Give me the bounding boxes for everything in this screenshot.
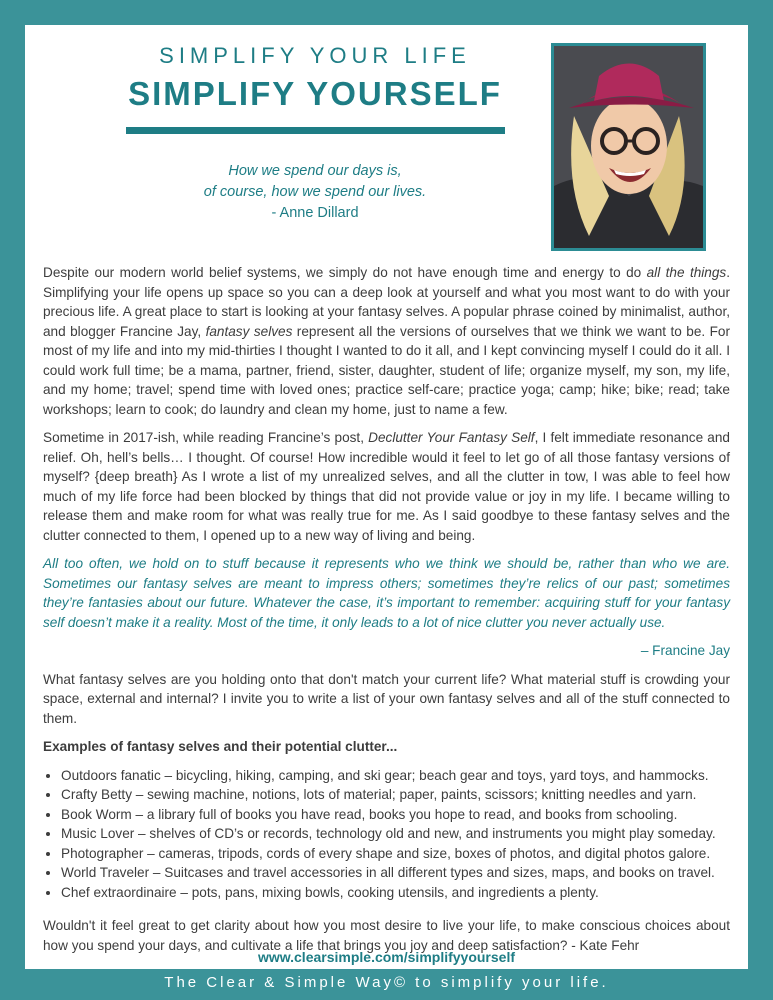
paragraph-3: What fantasy selves are you holding onto that don't match your current life? What material stuff is crowding your space, external and internal? I invite you to write a list of your own fantasy selves and all of the stuff connected to them. [43, 671, 730, 726]
epigraph [125, 161, 505, 224]
list-item: • Outdoors fanatic – bicycling, hiking, camping, and ski gear; beach gear and toys, yard toys, and hammocks. [61, 766, 730, 786]
page-kicker: SIMPLIFY YOUR LIFE [159, 43, 471, 68]
paragraph-2 [43, 428, 730, 545]
list-item: • Chef extraordinaire – pots, pans, mixing bowls, cooking utensils, and ingredients a plenty. [61, 883, 730, 903]
list-item: • Book Worm – a library full of books you have read, books you hope to read, and books from schooling. [61, 805, 730, 825]
article-body [43, 263, 730, 964]
page-title: SIMPLIFY YOURSELF [128, 75, 502, 112]
paragraph-1-text-c: represent all the versions of ourselves that we think we want to be. For most of my life and into my mid-thirties I thought I wanted to do it all, and I kept convincing myself I could do it all. I could work full time; be a mama, partner, friend, sister, daughter, student of life; organize myself, my son, my life, and my home; travel; spend time with loved ones; practice self-care; practice yoga; camp; hike; bike; read; take workshops; learn to cook; do laundry and clean my home, just to name a few. [43, 323, 730, 417]
block-quote-attribution: – Francine Jay [640, 643, 730, 658]
portrait-photo [551, 43, 706, 251]
list-item: • Music Lover – shelves of CD’s or records, technology old and new, and instruments you might play someday. [61, 824, 730, 844]
paragraph-2-text-a: Sometime in 2017-ish, while reading Francine’s post, [43, 430, 369, 445]
list-item: • Photographer – cameras, tripods, cords of every shape and size, boxes of photos, and digital photos galore. [61, 844, 730, 864]
examples-list [43, 766, 730, 903]
block-quote: All too often, we hold on to stuff because it represents who we think we should be, rather than who we are. Sometimes our fantasy selves are meant to impress others; sometimes they’re relics of our past; sometimes they’re fantasies about our future. Whatever the case, it’s important to remember: acquiring stuff for your fantasy self doesn’t make it a reality. Most of the time, it only leads to a lot of nice clutter you never actually use. [43, 556, 730, 630]
paragraph-1-emphasis-1: all the things [646, 265, 727, 280]
website-link[interactable]: www.clearsimple.com/simplifyyourself [257, 949, 516, 965]
paragraph-1-text-b: . Simplifying your life opens up space so you can a deep look at yourself and what you most want to do with your precious life. A great place to start is looking at your fantasy selves. A popular phrase coined by minimalist, author, and blogger Francine Jay, [43, 265, 731, 339]
paragraph-2-emphasis: Declutter Your Fantasy Self [368, 430, 535, 445]
epigraph-author: - Anne Dillard [271, 205, 359, 221]
paragraph-1-emphasis-2: fantasy selves [205, 323, 293, 339]
footer-tagline: The Clear & Simple Way© to simplify your life. [164, 974, 609, 991]
list-item: • Crafty Betty – sewing machine, notions, lots of material; paper, paints, scissors; knitting needles and yarn. [61, 785, 730, 805]
epigraph-line-1: How we spend our days is, [228, 163, 402, 179]
page [25, 25, 748, 969]
paragraph-2-text-b: , I felt immediate resonance and relief. Oh, hell’s bells… I thought. Of course! How incredible would it feel to let go of all those fantasy versions of myself? {deep breath} As I wrote a list of my unrealized selves, and all the clutter in tow, I was able to feel how much of my life force had been blocked by things that did not provide value or joy in my life. I became willing to release them and make room for what was really true for me. As I said goodbye to these fantasy selves and the clutter connected to them, I opened up to a new way of living and being. [43, 430, 730, 543]
paragraph-1-text-a: Despite our modern world belief systems, we simply do not have enough time and energy to do [43, 265, 647, 280]
title-underline [126, 127, 505, 134]
list-item: • World Traveler – Suitcases and travel accessories in all different types and sizes, maps, and books on travel. [61, 863, 730, 883]
closing-paragraph: Wouldn't it feel great to get clarity about how you most desire to live your life, to make conscious choices about how you spend your days, and cultivate a life that brings you joy and deep satisfaction? - Kate Fehr [43, 918, 730, 953]
header [125, 43, 505, 134]
examples-heading: Examples of fantasy selves and their potential clutter... [43, 739, 398, 754]
epigraph-line-2: of course, how we spend our lives. [203, 184, 427, 200]
woman-portrait-photo [554, 46, 703, 248]
paragraph-1 [43, 263, 730, 419]
